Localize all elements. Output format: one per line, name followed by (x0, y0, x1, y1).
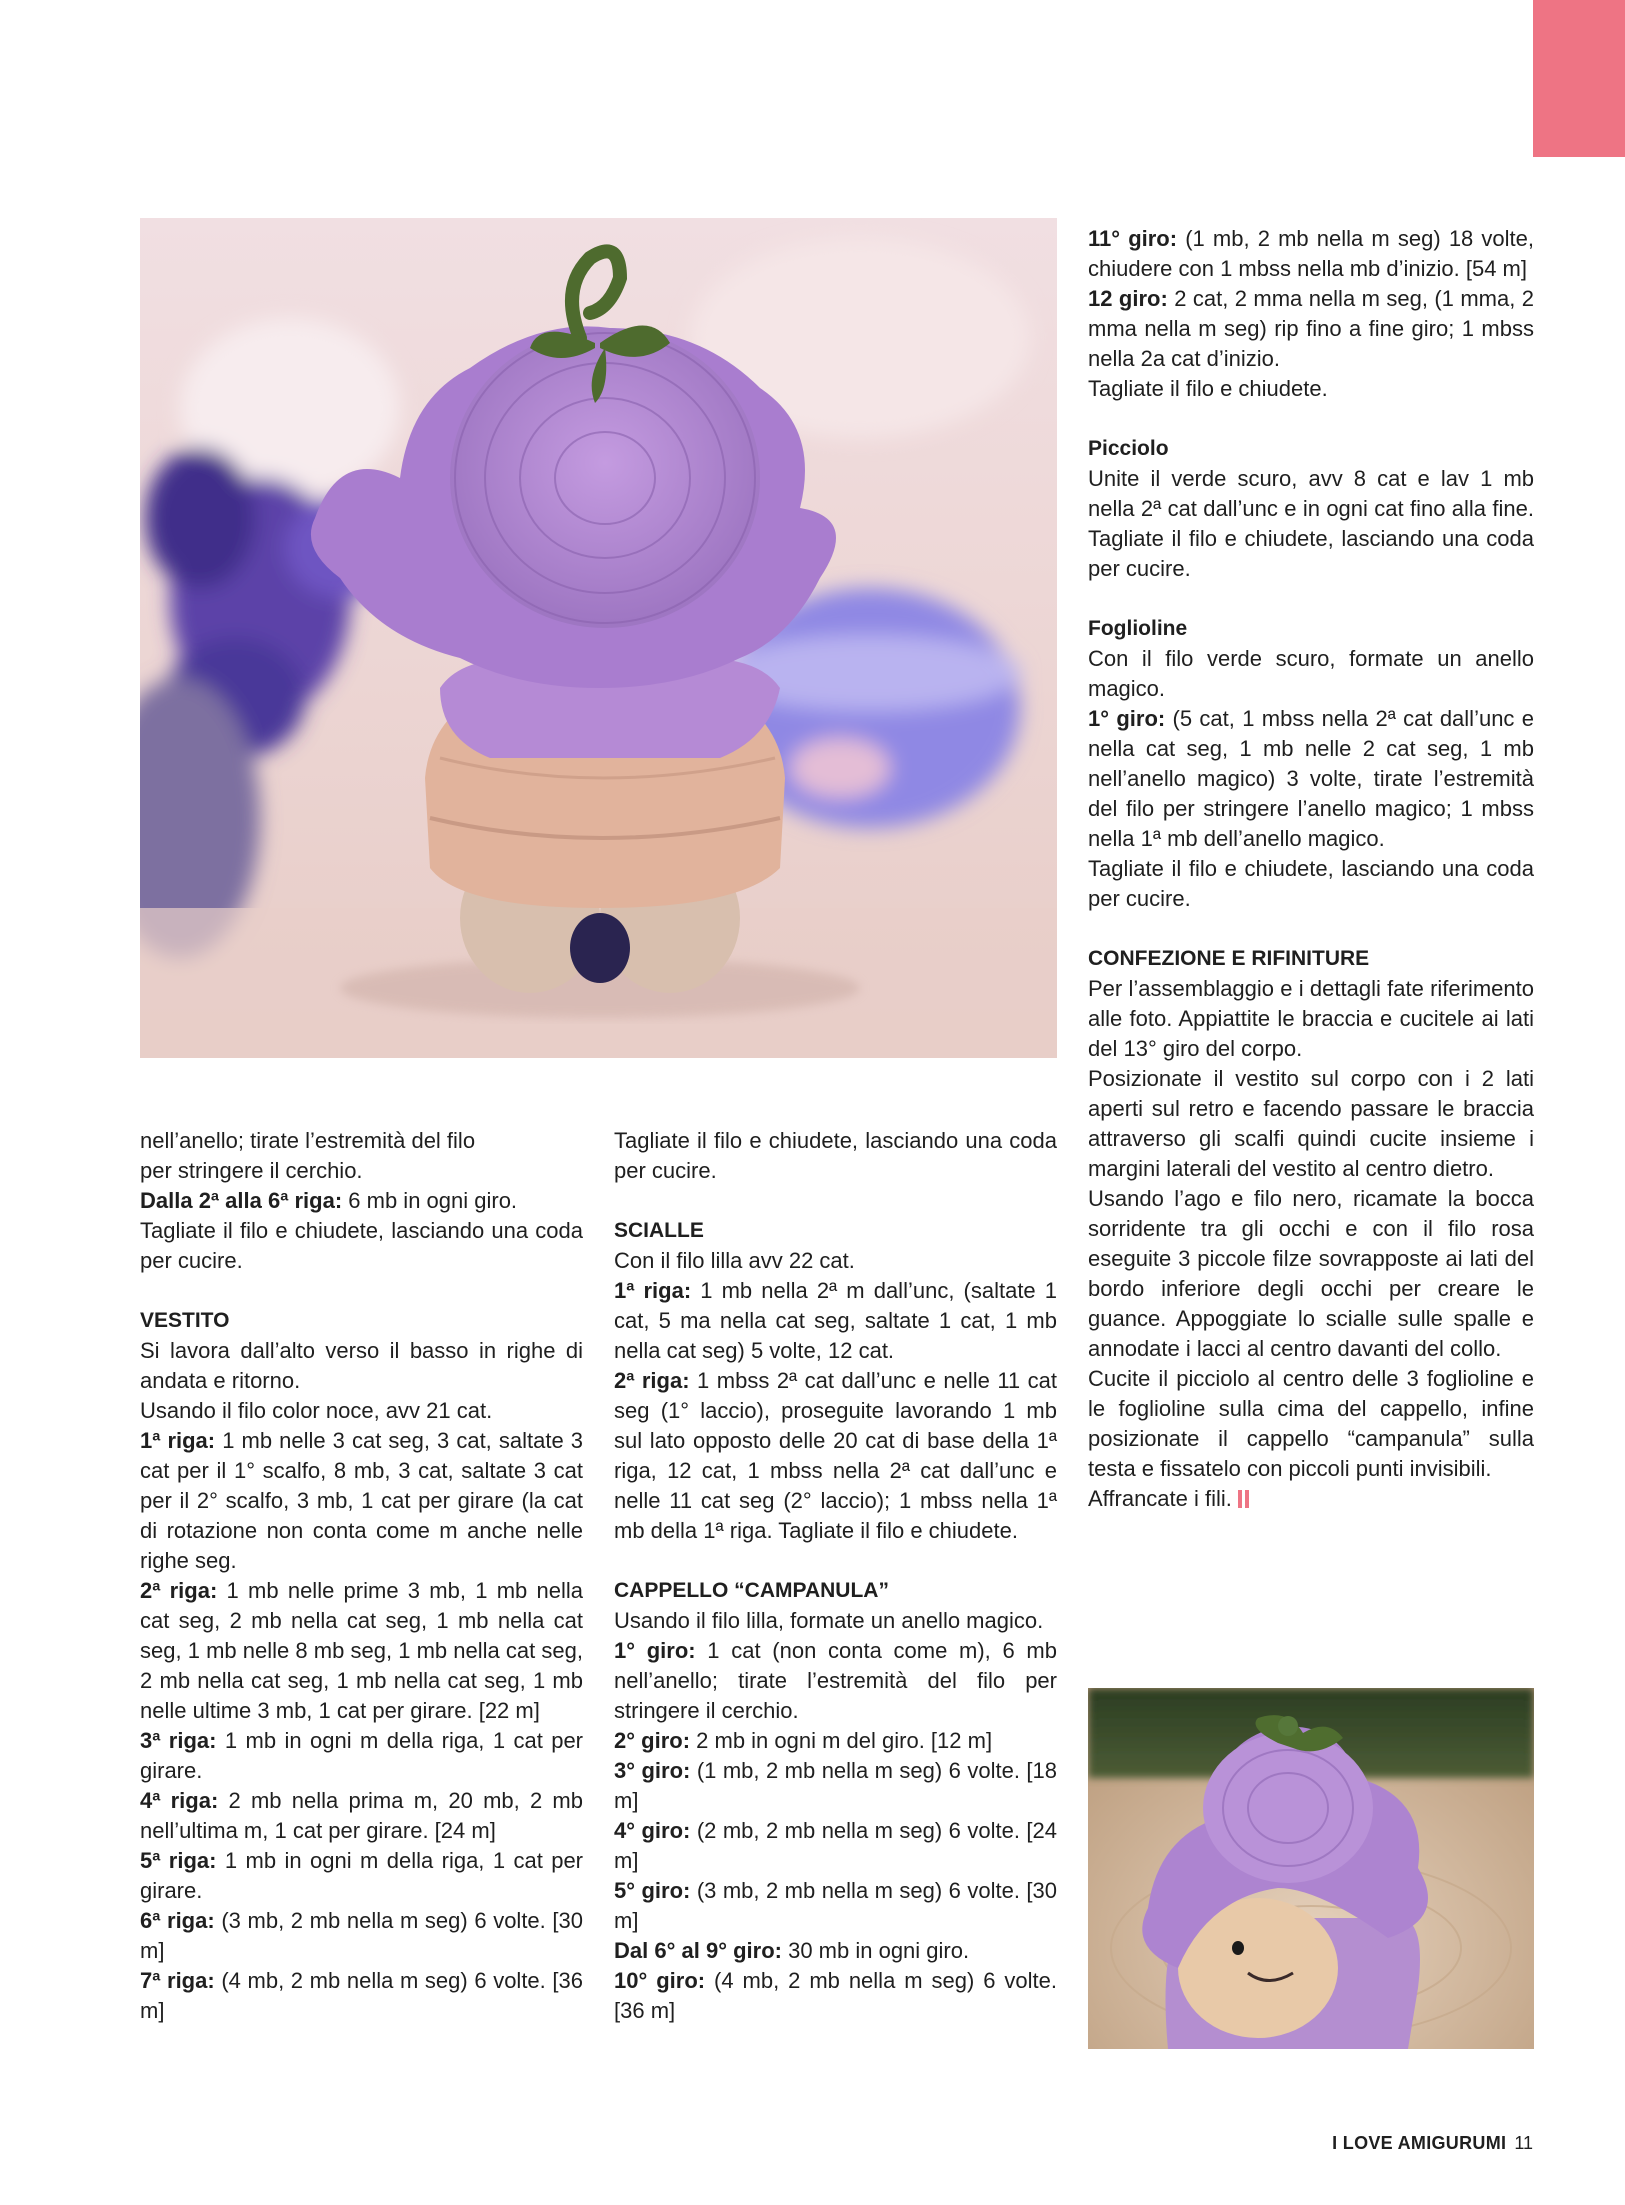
paragraph (614, 1756, 1057, 1816)
step-text: 2 cat, 2 mma nella m seg, (1 mma, 2 mma nella m seg) rip fino a fine giro; 1 mbss nella 2a cat d’inizio. (1088, 286, 1534, 371)
step-label: 4ª riga: (140, 1788, 219, 1813)
step-text: 1 mb in ogni m della riga, 1 cat per girare. (140, 1848, 584, 1903)
section-heading: CONFEZIONE E RIFINITURE (1088, 947, 1370, 970)
step-text: Affrancate i fili. (1088, 1486, 1232, 1511)
paragraph (140, 1906, 583, 1966)
step-text: Usando il filo color noce, avv 21 cat. (140, 1398, 493, 1423)
paragraph (614, 1936, 1057, 1966)
step-text: per stringere il cerchio. (140, 1158, 363, 1183)
step-text: Per l’assemblaggio e i dettagli fate riferimento alle foto. Appiattite le braccia e cucitele ai lati del 13° giro del corpo. (1088, 976, 1534, 1061)
step-label: 3° giro: (614, 1758, 691, 1783)
section-tab (1533, 0, 1625, 157)
paragraph (140, 1336, 583, 1396)
step-text: Tagliate il filo e chiudete. (1088, 376, 1328, 401)
paragraph (1088, 464, 1534, 584)
paragraph (140, 1126, 583, 1156)
section-heading: Picciolo (1088, 437, 1169, 460)
paragraph (614, 1726, 1057, 1756)
paragraph (140, 1846, 583, 1906)
step-text: 1 mbss 2ª cat dall’unc e nelle 11 cat seg (1° laccio), proseguite lavorando 1 mb sul lato opposto delle 20 cat di base della 1ª riga, 12 cat, 1 mbss nella 2ª cat dall’unc e nelle 11 cat seg (2° laccio); 1 mbss nella 1ª mb della 1ª riga. Tagliate il filo e chiudete. (614, 1368, 1057, 1543)
section-heading: CAPPELLO “CAMPANULA” (614, 1579, 889, 1602)
paragraph (140, 1186, 583, 1216)
step-label: 1ª riga: (614, 1278, 692, 1303)
paragraph (1088, 1484, 1534, 1514)
step-text: Usando il filo lilla, formate un anello magico. (614, 1608, 1044, 1633)
step-label: 5° giro: (614, 1878, 691, 1903)
step-text: 1 mb nelle prime 3 mb, 1 mb nella cat seg, 2 mb nella cat seg, 1 mb nella cat seg, 1 mb nelle 8 mb seg, 1 mb nella cat seg, 2 mb nella cat seg, 1 mb nella cat seg, 1 mb nelle ultime 3 mb, 1 cat per girare. [22 m] (140, 1578, 583, 1723)
magazine-title: I LOVE AMIGURUMI (1332, 2133, 1507, 2153)
step-label: 1° giro: (1088, 706, 1166, 731)
paragraph (140, 1396, 583, 1426)
paragraph (1088, 974, 1534, 1064)
paragraph (1088, 704, 1534, 854)
step-label: 11° giro: (1088, 226, 1178, 251)
step-text: Cucite il picciolo al centro delle 3 foglioline e le foglioline sulla cima del cappello, infine posizionate il cappello “campanula” sulla testa e fissatelo con piccoli punti invisibili. (1088, 1366, 1534, 1481)
step-text: (2 mb, 2 mb nella m seg) 6 volte. [24 m] (614, 1818, 1057, 1873)
paragraph (1088, 1364, 1534, 1484)
paragraph (140, 1726, 583, 1786)
paragraph (140, 1786, 583, 1846)
step-text: Con il filo lilla avv 22 cat. (614, 1248, 855, 1273)
paragraph (614, 1246, 1057, 1276)
step-text: Tagliate il filo e chiudete, lasciando una coda per cucire. (1088, 856, 1534, 911)
paragraph (1088, 1184, 1534, 1364)
doll-face-illustration (1088, 1688, 1534, 2049)
step-text: (3 mb, 2 mb nella m seg) 6 volte. [30 m] (614, 1878, 1057, 1933)
step-text: Posizionate il vestito sul corpo con i 2 lati aperti sul retro e facendo passare le braccia attraverso gli scalfi quindi cucite insieme i margini laterali del vestito al centro dietro. (1088, 1066, 1534, 1181)
paragraph (614, 1816, 1057, 1876)
paragraph (1088, 644, 1534, 704)
paragraph (614, 1966, 1057, 2026)
step-text: 30 mb in ogni giro. (781, 1938, 970, 1963)
paragraph (140, 1966, 583, 2026)
step-label: Dalla 2ª alla 6ª riga: (140, 1188, 343, 1213)
step-text: 1 mb nella 2ª m dall’unc, (saltate 1 cat, 5 ma nella cat seg, saltate 1 cat, 1 mb nella cat seg) 5 volte, 12 cat. (614, 1278, 1057, 1363)
step-text: 1 mb nelle 3 cat seg, 3 cat, saltate 3 cat per il 1° scalfo, 8 mb, 3 cat, saltate 3 cat per il 2° scalfo, 3 mb, 1 cat per girare (la cat di rotazione non conta come m anche nelle righe seg. (140, 1428, 583, 1573)
step-label: 2ª riga: (614, 1368, 690, 1393)
text-column-3 (1088, 224, 1534, 1514)
paragraph (1088, 284, 1534, 374)
step-label: 10° giro: (614, 1968, 706, 1993)
step-text: (3 mb, 2 mb nella m seg) 6 volte. [30 m] (140, 1908, 583, 1963)
page-footer (1332, 2130, 1533, 2156)
step-label: 12 giro: (1088, 286, 1168, 311)
paragraph-spacer (1088, 584, 1534, 614)
paragraph (140, 1216, 583, 1276)
section-heading: SCIALLE (614, 1219, 704, 1242)
step-text: (5 cat, 1 mbss nella 2ª cat dall’unc e nella cat seg, 1 mb nelle 2 cat seg, 1 mb nell’anello magico) 3 volte, tirate l’estremità del filo per stringere l’anello magico; 1 mbss nella 1ª mb dell’anello magico. (1088, 706, 1534, 851)
step-text: Con il filo verde scuro, formate un anello magico. (1088, 646, 1534, 701)
doll-back-illustration (140, 218, 1057, 1058)
paragraph (614, 1366, 1057, 1546)
step-label: Dal 6° al 9° giro: (614, 1938, 782, 1963)
paragraph (614, 1276, 1057, 1366)
step-label: 6ª riga: (140, 1908, 215, 1933)
paragraph (1088, 1064, 1534, 1184)
step-text: 6 mb in ogni giro. (342, 1188, 518, 1213)
step-text: Si lavora dall’alto verso il basso in righe di andata e ritorno. (140, 1338, 583, 1393)
step-text: 1 mb in ogni m della riga, 1 cat per girare. (140, 1728, 584, 1783)
step-text: Usando l’ago e filo nero, ricamate la bocca sorridente tra gli occhi e con il filo rosa eseguite 3 piccole filze sovrapposte ai lati del bordo inferiore degli occhi per creare le guance. Appoggiate lo scialle sulle spalle e annodate i lacci al centro davanti del collo. (1088, 1186, 1534, 1361)
paragraph (614, 1636, 1057, 1726)
paragraph (1088, 224, 1534, 284)
paragraph (140, 1426, 583, 1576)
step-label: 2° giro: (614, 1728, 691, 1753)
step-label: 3ª riga: (140, 1728, 217, 1753)
step-label: 5ª riga: (140, 1848, 217, 1873)
step-text: Unite il verde scuro, avv 8 cat e lav 1 mb nella 2ª cat dall’unc e in ogni cat fino alla fine. Tagliate il filo e chiudete, lasciando una coda per cucire. (1088, 466, 1534, 581)
text-column-1 (140, 1126, 583, 2026)
paragraph-spacer (614, 1546, 1057, 1576)
paragraph-spacer (614, 1186, 1057, 1216)
end-mark-icon (1238, 1490, 1242, 1508)
step-label: 1° giro: (614, 1638, 696, 1663)
step-text: 1 cat (non conta come m), 6 mb nell’anello; tirate l’estremità del filo per stringere il cerchio. (614, 1638, 1057, 1723)
paragraph-spacer (1088, 914, 1534, 944)
step-text: (4 mb, 2 mb nella m seg) 6 volte. [36 m] (140, 1968, 583, 2023)
paragraph (140, 1576, 583, 1726)
step-text: (4 mb, 2 mb nella m seg) 6 volte. [36 m] (614, 1968, 1057, 2023)
paragraph (614, 1876, 1057, 1936)
step-label: 7ª riga: (140, 1968, 215, 1993)
step-text: 2 mb nella prima m, 20 mb, 2 mb nell’ultima m, 1 cat per girare. [24 m] (140, 1788, 583, 1843)
paragraph (140, 1156, 583, 1186)
step-text: nell’anello; tirate l’estremità del filo (140, 1128, 476, 1153)
step-label: 2ª riga: (140, 1578, 218, 1603)
step-label: 4° giro: (614, 1818, 691, 1843)
paragraph-spacer (140, 1276, 583, 1306)
step-text: Tagliate il filo e chiudete, lasciando una coda per cucire. (140, 1218, 583, 1273)
section-heading: VESTITO (140, 1309, 230, 1332)
paragraph (614, 1126, 1057, 1186)
paragraph (1088, 374, 1534, 404)
step-text: (1 mb, 2 mb nella m seg) 18 volte, chiudere con 1 mbss nella mb d’inizio. [54 m] (1088, 226, 1535, 281)
photo-main (140, 218, 1057, 1058)
step-label: 1ª riga: (140, 1428, 216, 1453)
section-heading: Foglioline (1088, 617, 1188, 640)
paragraph (614, 1606, 1057, 1636)
page-number: 11 (1514, 2133, 1533, 2153)
paragraph-spacer (1088, 404, 1534, 434)
step-text: (1 mb, 2 mb nella m seg) 6 volte. [18 m] (614, 1758, 1057, 1813)
step-text: 2 mb in ogni m del giro. [12 m] (690, 1728, 993, 1753)
paragraph (1088, 854, 1534, 914)
step-text: Tagliate il filo e chiudete, lasciando una coda per cucire. (614, 1128, 1057, 1183)
photo-small (1088, 1688, 1534, 2049)
text-column-2 (614, 1126, 1057, 2026)
